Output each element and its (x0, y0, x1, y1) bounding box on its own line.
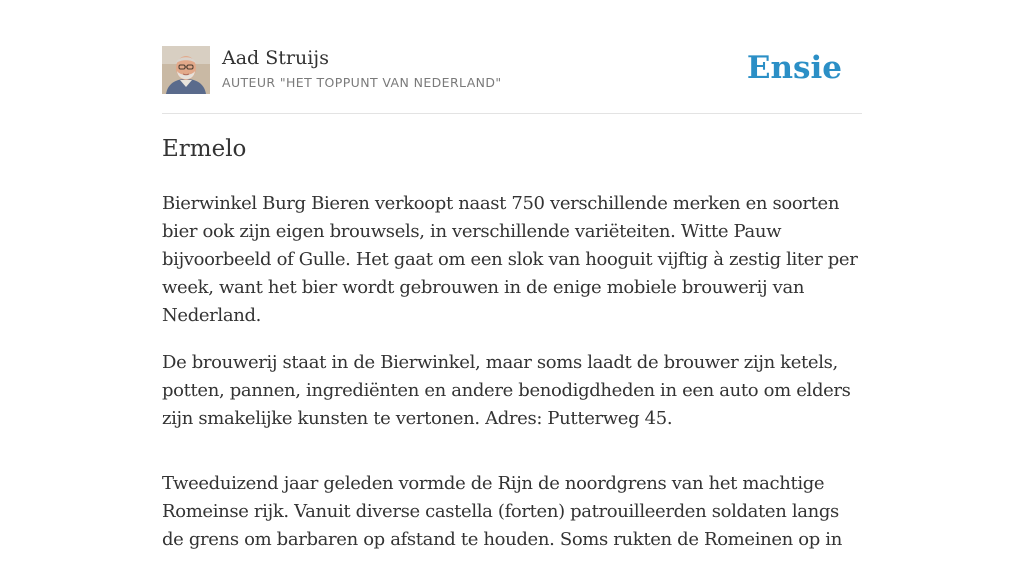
person-avatar-icon (162, 46, 210, 94)
author-name[interactable]: Aad Struijs (222, 47, 329, 69)
ensie-logo-link[interactable]: Ensie (746, 50, 842, 86)
article-paragraph: Tweeduizend jaar geleden vormde de Rijn de noordgrens van het machtige Romeinse rijk. Vanuit diverse castella (forten) patrouilleerden soldaten langs de grens om barbaren op afstand te houden. Soms rukten de Romeinen op in (162, 473, 842, 550)
page-title: Ermelo (162, 136, 247, 162)
author-header (162, 46, 862, 96)
article-paragraph: De brouwerij staat in de Bierwinkel, maar soms laadt de brouwer zijn ketels, potten, pannen, ingrediënten en andere benodigdheden in een auto om elders zijn smakelijke kunsten te vertonen. Adres: Putterweg 45. (162, 352, 851, 429)
article-body (162, 190, 864, 573)
author-avatar[interactable] (162, 46, 210, 94)
article-paragraph: Bierwinkel Burg Bieren verkoopt naast 750 verschillende merken en soorten bier ook zijn eigen brouwsels, in verschillende variëteiten. Witte Pauw bijvoorbeeld of Gulle. Het gaat om een slok van hooguit vijftig à zestig liter per week, want het bier wordt gebrouwen in de enige mobiele brouwerij van Nederland. (162, 193, 858, 326)
header-divider (162, 113, 862, 114)
author-role: AUTEUR "HET TOPPUNT VAN NEDERLAND" (222, 75, 502, 90)
